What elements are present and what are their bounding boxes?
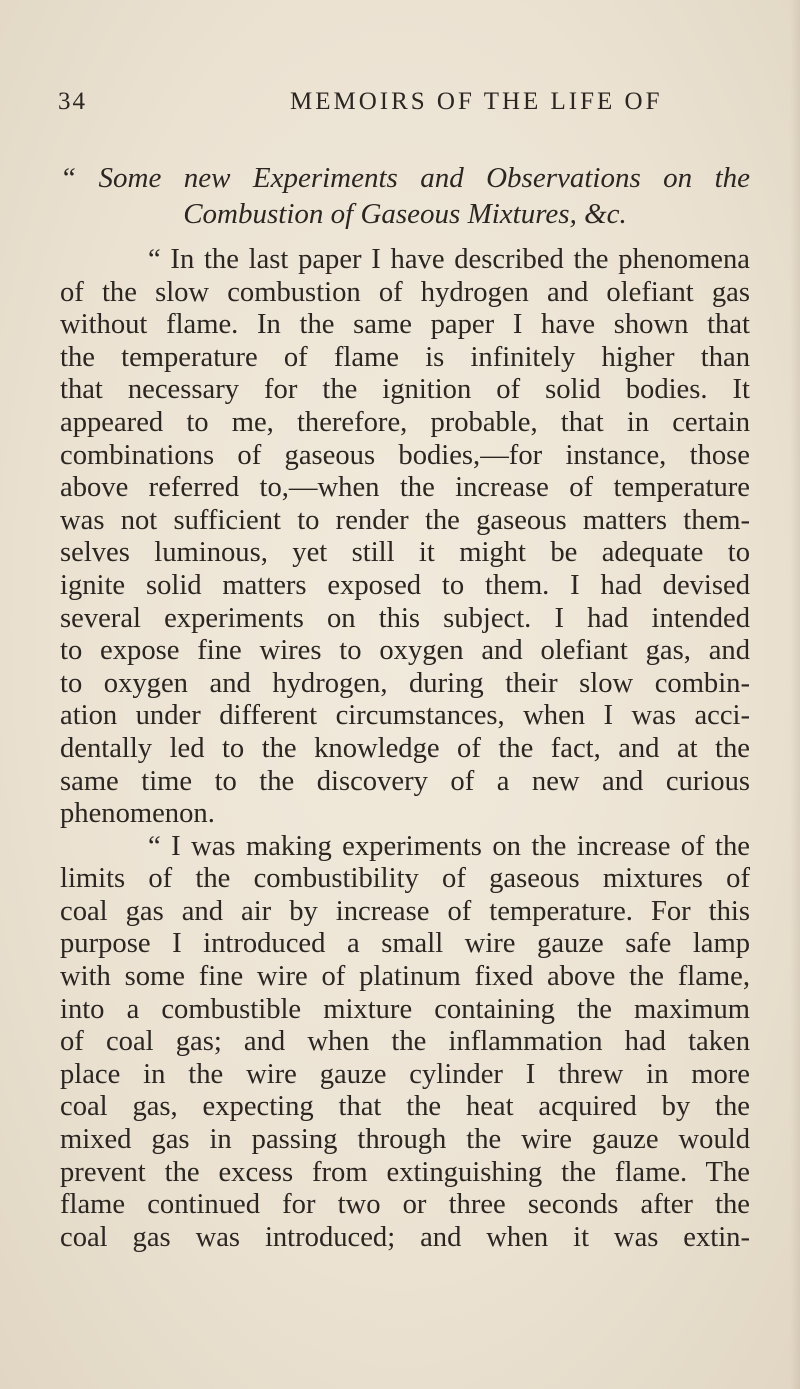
text-line: purpose I introduced a small wire gauze safe lamp [60, 928, 750, 960]
page-edge-shadow [790, 0, 800, 1389]
text-line: flame continued for two or three seconds after the [60, 1189, 750, 1221]
text-line: mixed gas in passing through the wire gauze would [60, 1124, 750, 1156]
text-line: ation under different circumstances, when I was acci- [60, 700, 750, 732]
text-line: place in the wire gauze cylinder I threw in more [60, 1058, 750, 1090]
text-line: was not sufficient to render the gaseous matters them- [60, 504, 750, 536]
text-line: dentally led to the knowledge of the fact, and at the [60, 732, 750, 764]
text-line: ignite solid matters exposed to them. I had devised [60, 569, 750, 601]
page-number: 34 [58, 88, 87, 115]
text-line: phenomenon. [60, 798, 215, 830]
text-line: without flame. In the same paper I have shown that [60, 309, 750, 341]
text-line: prevent the excess from extinguishing the flame. The [60, 1156, 750, 1188]
body-text [60, 244, 750, 1254]
text-line: combinations of gaseous bodies,—for instance, those [60, 439, 750, 471]
text-line: into a combustible mixture containing the maximum [60, 993, 750, 1025]
section-title [60, 160, 750, 232]
text-line: to expose fine wires to oxygen and olefiant gas, and [60, 635, 750, 667]
text-line: of the slow combustion of hydrogen and olefiant gas [60, 276, 750, 308]
title-line-2: Combustion of Gaseous Mixtures, &c. [183, 198, 627, 230]
text-line: coal gas was introduced; and when it was extin- [60, 1221, 750, 1253]
text-line: same time to the discovery of a new and curious [60, 765, 750, 797]
text-line: coal gas and air by increase of temperature. For this [60, 895, 750, 927]
text-line: of coal gas; and when the inflammation had taken [60, 1026, 750, 1058]
text-line: limits of the combustibility of gaseous mixtures of [60, 863, 750, 895]
page-header [58, 88, 758, 124]
text-line: that necessary for the ignition of solid bodies. It [60, 374, 750, 406]
text-line: the temperature of flame is infinitely higher than [60, 341, 750, 373]
text-line: with some fine wire of platinum fixed above the flame, [60, 961, 750, 993]
title-line-1: “ Some new Experiments and Observations on the [60, 162, 750, 194]
text-line: to oxygen and hydrogen, during their slow combin- [60, 667, 750, 699]
text-line: selves luminous, yet still it might be adequate to [60, 537, 750, 569]
running-head: MEMOIRS OF THE LIFE OF [290, 88, 663, 115]
text-line: coal gas, expecting that the heat acquired by the [60, 1091, 750, 1123]
text-line: “ I was making experiments on the increase of the [148, 830, 750, 862]
text-line: appeared to me, therefore, probable, that in certain [60, 406, 750, 438]
text-line: “ In the last paper I have described the phenomena [148, 244, 750, 275]
text-line: several experiments on this subject. I had intended [60, 602, 750, 634]
text-line: above referred to,—when the increase of temperature [60, 472, 750, 504]
